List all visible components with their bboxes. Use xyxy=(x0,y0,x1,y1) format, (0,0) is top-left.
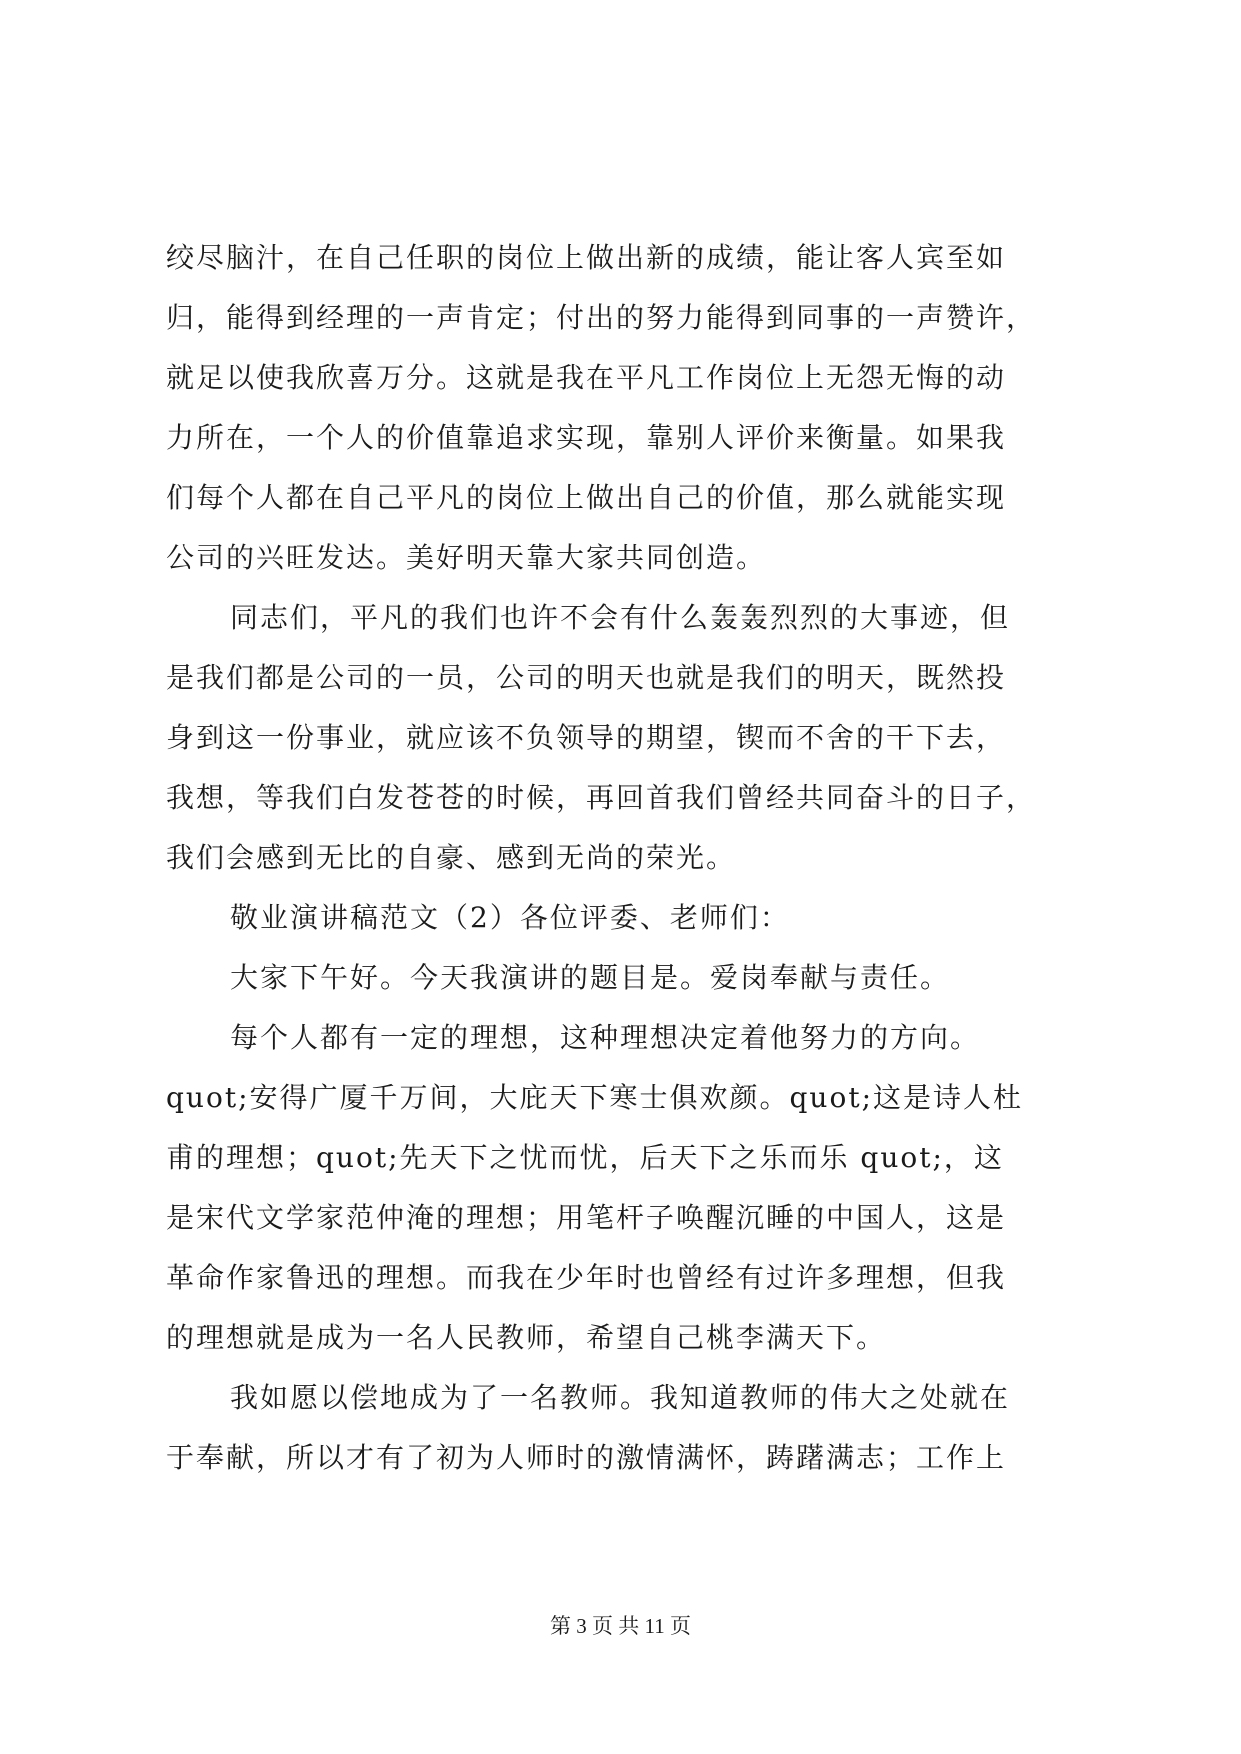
page-footer: 第 3 页 共 11 页 xyxy=(550,1614,691,1638)
text-line: 公司的兴旺发达。美好明天靠大家共同创造。 xyxy=(166,541,767,574)
text-line: 于奉献，所以才有了初为人师时的激情满怀，踌躇满志；工作上 xyxy=(166,1441,1007,1474)
text-line: quot;安得广厦千万间，大庇天下寒士俱欢颜。quot;这是诗人杜 xyxy=(166,1081,1024,1114)
paragraph-start-line: 我如愿以偿地成为了一名教师。我知道教师的伟大之处就在 xyxy=(230,1381,1011,1414)
text-line: 就足以使我欣喜万分。这就是我在平凡工作岗位上无怨无悔的动 xyxy=(166,361,1007,394)
text-line: 们每个人都在自己平凡的岗位上做出自己的价值，那么就能实现 xyxy=(166,481,1007,514)
text-line: 是宋代文学家范仲淹的理想；用笔杆子唤醒沉睡的中国人，这是 xyxy=(166,1201,1007,1234)
text-line: 的理想就是成为一名人民教师，希望自己桃李满天下。 xyxy=(166,1321,887,1354)
text-line: 绞尽脑汁，在自己任职的岗位上做出新的成绩，能让客人宾至如 xyxy=(166,241,1007,274)
text-line: 是我们都是公司的一员，公司的明天也就是我们的明天，既然投 xyxy=(166,661,1007,694)
text-line: 革命作家鲁迅的理想。而我在少年时也曾经有过许多理想，但我 xyxy=(166,1261,1007,1294)
text-line: 身到这一份事业，就应该不负领导的期望，锲而不舍的干下去， xyxy=(166,721,1007,754)
text-line: 力所在，一个人的价值靠追求实现，靠别人评价来衡量。如果我 xyxy=(166,421,1007,454)
section-heading-line: 敬业演讲稿范文（2）各位评委、老师们： xyxy=(230,901,790,934)
text-line: 归，能得到经理的一声肯定；付出的努力能得到同事的一声赞许， xyxy=(166,301,1037,334)
text-line: 我们会感到无比的自豪、感到无尚的荣光。 xyxy=(166,841,737,874)
document-body xyxy=(166,228,1076,1488)
paragraph-start-line: 每个人都有一定的理想，这种理想决定着他努力的方向。 xyxy=(230,1021,981,1054)
text-line: 甫的理想；quot;先天下之忧而忧，后天下之乐而乐 quot;，这 xyxy=(166,1141,1004,1174)
text-line: 我想，等我们白发苍苍的时候，再回首我们曾经共同奋斗的日子， xyxy=(166,781,1037,814)
paragraph-start-line: 同志们，平凡的我们也许不会有什么轰轰烈烈的大事迹，但 xyxy=(230,601,1011,634)
paragraph-start-line: 大家下午好。今天我演讲的题目是。爱岗奉献与责任。 xyxy=(230,961,951,994)
